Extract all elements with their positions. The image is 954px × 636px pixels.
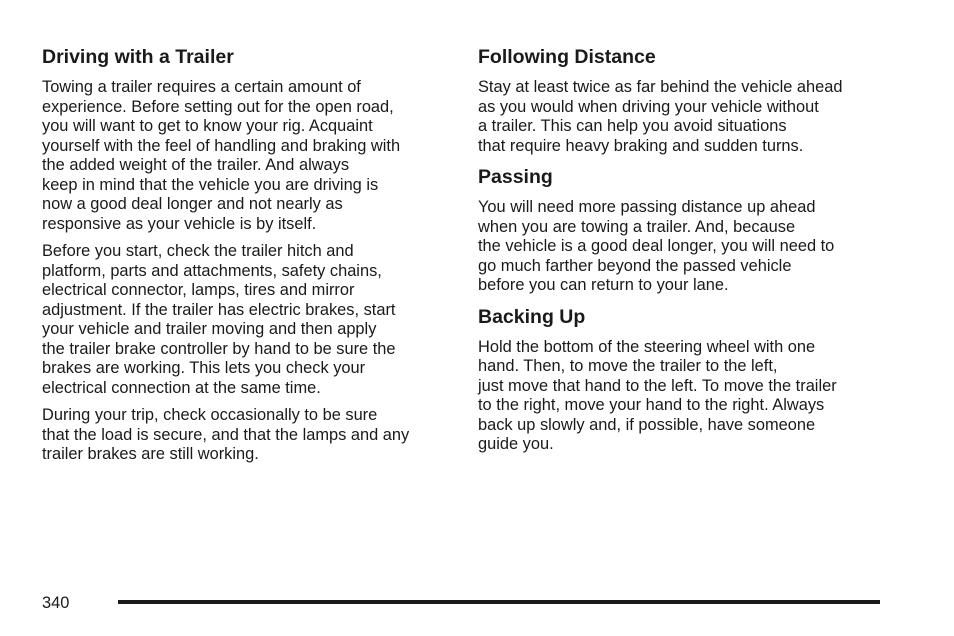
text-line: just move that hand to the left. To move the trailer xyxy=(478,376,837,395)
text-line: when you are towing a trailer. And, because xyxy=(478,217,796,236)
text-line: Stay at least twice as far behind the vehicle ahead xyxy=(478,78,843,96)
text-line: your vehicle and trailer moving and then apply xyxy=(42,320,377,338)
section-backing-up xyxy=(478,304,898,455)
section-heading: Backing Up xyxy=(478,305,586,328)
section-heading: Passing xyxy=(478,166,553,188)
text-line: back up slowly and, if possible, have someone xyxy=(478,415,816,434)
paragraph xyxy=(478,198,898,296)
left-column xyxy=(42,44,454,473)
text-line: electrical connection at the same time. xyxy=(42,378,321,397)
text-line: go much farther beyond the passed vehicle xyxy=(478,256,792,275)
page-number: 340 xyxy=(42,594,70,612)
text-line: brakes are working. This lets you check your xyxy=(42,359,366,377)
text-line: the trailer brake controller by hand to be sure the xyxy=(42,339,396,358)
paragraph xyxy=(478,338,898,455)
text-line: the added weight of the trailer. And always xyxy=(42,156,350,174)
text-line: yourself with the feel of handling and braking with xyxy=(42,136,401,155)
footer-rule xyxy=(118,600,880,604)
section-driving-with-a-trailer xyxy=(42,44,454,465)
text-line: a trailer. This can help you avoid situations xyxy=(478,117,787,135)
right-column xyxy=(478,44,898,463)
text-line: that the load is secure, and that the lamps and any xyxy=(42,425,410,444)
text-line: hand. Then, to move the trailer to the left, xyxy=(478,357,778,375)
text-line: Hold the bottom of the steering wheel with one xyxy=(478,337,816,356)
text-line: keep in mind that the vehicle you are driving is xyxy=(42,175,379,194)
text-line: trailer brakes are still working. xyxy=(42,445,259,463)
text-line: before you can return to your lane. xyxy=(478,276,729,294)
text-line: that require heavy braking and sudden turns. xyxy=(478,136,804,155)
text-line: to the right, move your hand to the right. Always xyxy=(478,396,825,414)
text-line: You will need more passing distance up ahead xyxy=(478,198,816,216)
paragraph xyxy=(42,406,454,465)
paragraph xyxy=(478,78,898,156)
text-line: experience. Before setting out for the open road, xyxy=(42,97,394,116)
text-line: as you would when driving your vehicle without xyxy=(478,97,819,116)
text-line: Towing a trailer requires a certain amount of xyxy=(42,78,361,96)
text-line: responsive as your vehicle is by itself. xyxy=(42,214,317,233)
section-heading: Following Distance xyxy=(478,46,656,68)
text-line: During your trip, check occasionally to be sure xyxy=(42,406,378,424)
section-following-distance xyxy=(478,44,898,156)
text-line: adjustment. If the trailer has electric brakes, start xyxy=(42,300,396,319)
text-line: guide you. xyxy=(478,435,554,453)
text-line: the vehicle is a good deal longer, you will need to xyxy=(478,237,835,255)
text-line: now a good deal longer and not nearly as xyxy=(42,195,343,213)
text-line: electrical connector, lamps, tires and mirror xyxy=(42,281,355,299)
text-line: you will want to get to know your rig. Acquaint xyxy=(42,117,373,135)
text-line: Before you start, check the trailer hitch and xyxy=(42,242,354,260)
paragraph xyxy=(42,242,454,398)
paragraph xyxy=(42,78,454,234)
section-passing xyxy=(478,164,898,296)
text-line: platform, parts and attachments, safety chains, xyxy=(42,261,382,280)
section-heading: Driving with a Trailer xyxy=(42,46,234,68)
